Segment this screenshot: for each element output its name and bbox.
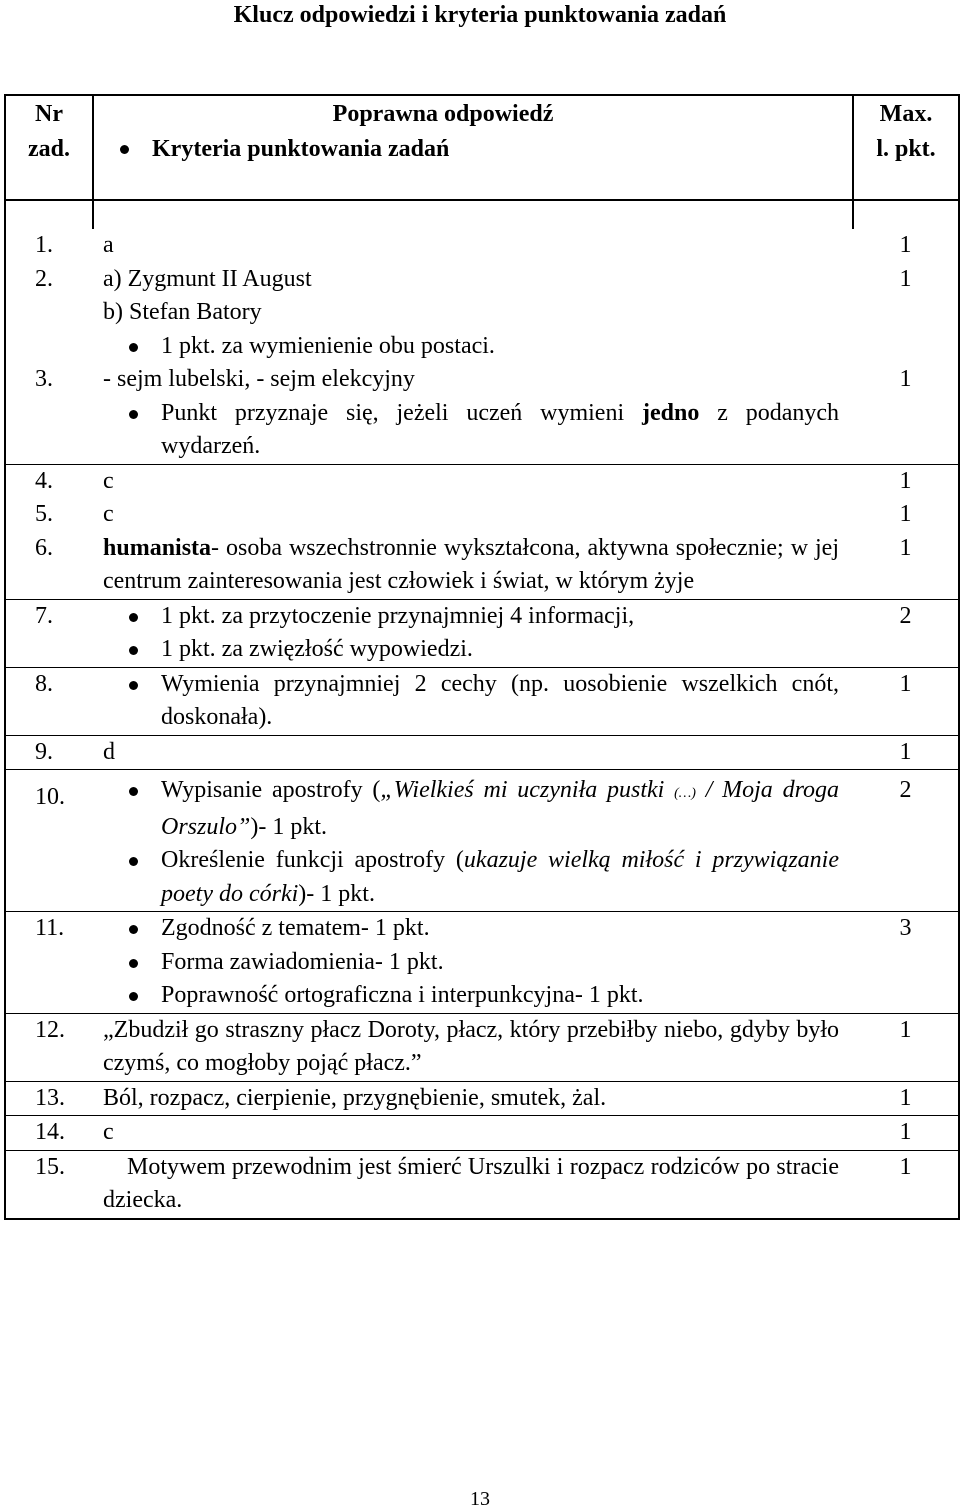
row-answer <box>93 770 853 912</box>
row-nr: 2. <box>5 263 93 364</box>
criteria-text: Określenie funkcji apostrofy ( <box>161 847 464 873</box>
row-answer: „Zbudził go straszny płacz Doroty, płacz, który przebiłby niebo, gdyby było czymś, co mogłoby pojąć płacz.” <box>93 1013 853 1081</box>
criteria-text: 1 pkt. za przytoczenie przynajmniej 4 informacji, <box>161 602 635 629</box>
row-answer <box>93 532 853 600</box>
row-max: 3 <box>853 912 959 1014</box>
criteria-bullet <box>103 330 839 364</box>
row-nr: 15. <box>5 1150 93 1219</box>
header-nr <box>5 95 93 200</box>
criteria-text: Punkt przyznaje się, jeżeli uczeń wymieni <box>161 399 625 426</box>
table-row <box>5 1116 959 1151</box>
table-row <box>5 912 959 1014</box>
criteria-bullet <box>103 979 839 1013</box>
row-answer: c <box>93 464 853 498</box>
row-max: 1 <box>853 1081 959 1116</box>
row-answer <box>93 667 853 735</box>
row-nr: 12. <box>5 1013 93 1081</box>
row-answer: a <box>103 232 114 258</box>
criteria-text: )- 1 pkt. <box>250 813 328 840</box>
criteria-text: Zgodność z tematem- 1 pkt. <box>161 915 430 941</box>
criteria-bullet <box>103 600 839 634</box>
row-answer: d <box>93 735 853 770</box>
answer-text: - osoba wszechstronnie wykształcona, aktywna społecznie; w jej centrum zainteresowania jest człowiek i świat, w którym żyje <box>103 534 839 594</box>
criteria-italic-text: „Wielkieś mi uczyniła pustki <box>380 777 665 803</box>
table-row <box>5 263 959 364</box>
table-row <box>5 667 959 735</box>
table-row <box>5 1081 959 1116</box>
table-row <box>5 363 959 464</box>
row-max: 1 <box>853 263 959 364</box>
row-max: 1 <box>853 1013 959 1081</box>
criteria-text: )- 1 pkt. <box>298 880 375 907</box>
header-max-line2: l. pkt. <box>876 136 936 162</box>
row-max: 2 <box>853 599 959 667</box>
header-answer-line2: Kryteria punktowania zadań <box>152 136 450 162</box>
answer-bold-term: humanista <box>103 534 212 561</box>
answer-key-table <box>4 94 960 1220</box>
criteria-text: Forma zawiadomienia- 1 pkt. <box>161 948 444 975</box>
row-max: 1 <box>853 1116 959 1151</box>
table-row <box>5 599 959 667</box>
table-row <box>5 532 959 600</box>
page-number: 13 <box>470 1488 490 1510</box>
row-nr: 9. <box>5 735 93 770</box>
header-answer <box>93 95 853 200</box>
row-answer <box>93 363 853 464</box>
row-max: 1 <box>853 229 959 263</box>
criteria-italic-text: / Moja droga Orszulo” <box>161 777 840 840</box>
criteria-ellipsis: (…) <box>674 786 696 801</box>
header-answer-line1: Poprawna odpowiedź <box>332 101 554 127</box>
criteria-bullet <box>103 946 839 980</box>
criteria-bold-text: jedno <box>641 399 700 426</box>
row-answer <box>93 1150 853 1219</box>
header-bullet-item <box>94 132 852 167</box>
criteria-bullet <box>103 912 839 946</box>
row-nr: 11. <box>5 912 93 1014</box>
table-row <box>5 464 959 498</box>
table-header-row <box>5 95 959 200</box>
criteria-text: Poprawność ortograficzna i interpunkcyjna- 1 pkt. <box>161 982 644 1008</box>
row-nr: 13. <box>5 1081 93 1116</box>
criteria-bullet <box>103 844 839 911</box>
answer-line: b) Stefan Batory <box>103 299 262 325</box>
row-answer: c <box>93 1116 853 1151</box>
answer-text: Motywem przewodnim jest śmierć Urszulki i rozpacz rodziców po stracie dziecka. <box>103 1153 839 1213</box>
criteria-text: 1 pkt. za wymienienie obu postaci. <box>161 332 495 359</box>
row-nr: 5. <box>5 498 93 532</box>
row-nr <box>5 770 93 912</box>
row-nr: 7. <box>5 599 93 667</box>
criteria-bullet <box>103 633 839 667</box>
criteria-bullet <box>103 668 839 735</box>
criteria-bullet <box>103 397 839 464</box>
row-nr: 3. <box>5 363 93 464</box>
row-max: 1 <box>853 464 959 498</box>
row-answer: c <box>103 501 114 527</box>
row-max: 1 <box>853 1150 959 1219</box>
table-row <box>5 770 959 912</box>
header-max-line1: Max. <box>879 101 933 127</box>
table-row <box>5 1013 959 1081</box>
row-max: 1 <box>853 667 959 735</box>
row-nr: 14. <box>5 1116 93 1151</box>
row-nr-text: 10. <box>35 783 65 810</box>
criteria-italic-text: ukazuje wielką miłość i przywiązanie poety do córki <box>161 847 839 907</box>
row-max: 1 <box>853 498 959 532</box>
row-answer <box>93 599 853 667</box>
row-answer <box>93 912 853 1014</box>
header-max <box>853 95 959 200</box>
table-row <box>5 498 959 532</box>
row-max: 1 <box>853 735 959 770</box>
row-answer: Ból, rozpacz, cierpienie, przygnębienie, smutek, żal. <box>93 1081 853 1116</box>
row-answer <box>93 263 853 364</box>
table-row <box>5 1150 959 1219</box>
criteria-text: z podanych wydarzeń. <box>161 399 839 459</box>
criteria-text: Wypisanie apostrofy ( <box>161 777 381 803</box>
row-max: 1 <box>853 532 959 600</box>
row-nr: 1. <box>5 229 93 263</box>
header-nr-line2: zad. <box>28 136 70 162</box>
table-row <box>5 735 959 770</box>
row-max: 2 <box>853 770 959 912</box>
row-nr: 8. <box>5 667 93 735</box>
row-nr: 6. <box>5 532 93 600</box>
page-title: Klucz odpowiedzi i kryteria punktowania zadań <box>233 2 727 28</box>
row-max: 1 <box>853 363 959 464</box>
answer-line: - sejm lubelski, - sejm elekcyjny <box>103 366 415 392</box>
table-row <box>5 229 959 263</box>
answer-line: a) Zygmunt II August <box>103 265 312 292</box>
criteria-bullet <box>103 774 839 844</box>
header-nr-line1: Nr <box>35 101 63 127</box>
criteria-text: Wymienia przynajmniej 2 cechy (np. uosobienie wszelkich cnót, doskonała). <box>161 670 839 730</box>
row-nr: 4. <box>5 464 93 498</box>
spacer-row <box>5 200 959 229</box>
criteria-text: 1 pkt. za zwięzłość wypowiedzi. <box>161 636 473 662</box>
